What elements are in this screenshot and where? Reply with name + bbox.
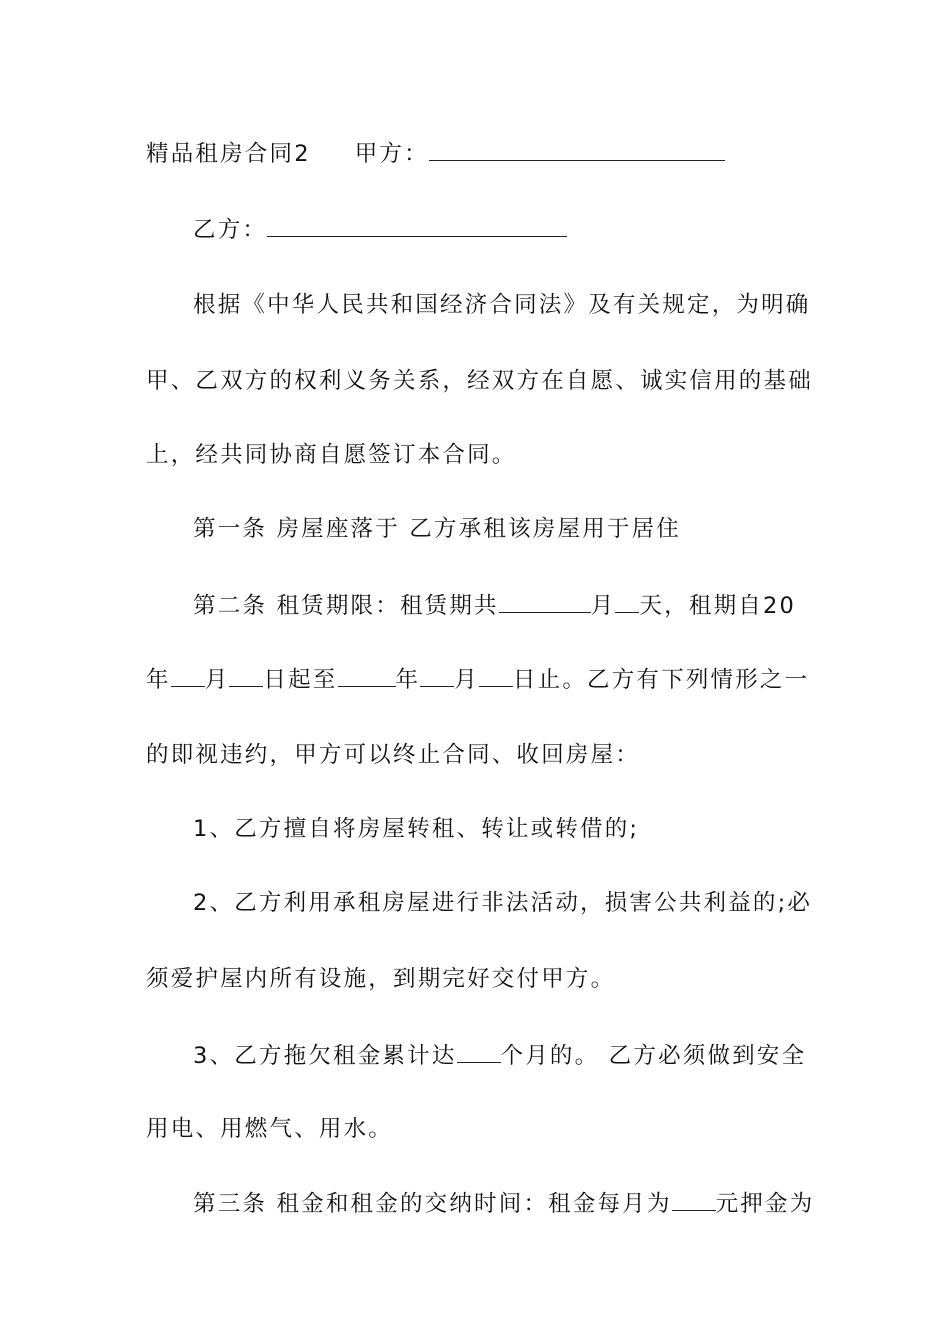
clause-item-1: 1、乙方擅自将房屋转租、转让或转借的;	[193, 816, 640, 842]
end-month-blank	[420, 664, 454, 687]
party-b-label: 乙方：	[193, 217, 268, 243]
clause-item-2-line-2: 须爱护屋内所有设施，到期完好交付甲方。	[146, 966, 616, 992]
arrears-months-blank	[457, 1040, 501, 1063]
title-line	[146, 138, 725, 169]
end-month-label: 月	[454, 667, 479, 693]
start-year-blank	[171, 664, 205, 687]
article-2-text-b: 月	[590, 593, 616, 619]
end-year-label: 年	[395, 667, 421, 693]
article-3-text-a: 第三条 租金和租金的交纳时间：租金每月为	[193, 1191, 672, 1217]
intro-line-2: 甲、乙双方的权利义务关系，经双方在自愿、诚实信用的基础	[146, 368, 813, 394]
lease-days-blank	[615, 590, 639, 613]
start-year-label: 年	[146, 667, 171, 693]
document-title: 精品租房合同2	[146, 141, 311, 167]
article-2-line-1	[193, 590, 796, 621]
article-3-text-b: 元押金为	[715, 1191, 815, 1217]
end-year-blank	[338, 664, 396, 687]
clause-item-3-line-2: 用电、用燃气、用水。	[146, 1116, 394, 1142]
party-b-line	[193, 214, 567, 245]
end-day-text: 日止。乙方有下列情形之一	[512, 667, 810, 693]
lease-months-blank	[499, 590, 591, 613]
clause-item-3-line-1	[193, 1040, 806, 1071]
article-2-line-2	[146, 664, 809, 695]
article-1: 第一条 房屋座落于 乙方承租该房屋用于居住	[193, 516, 682, 542]
start-day-label: 日起至	[263, 667, 338, 693]
article-3-line-1	[193, 1188, 814, 1219]
clause-item-2-line-1: 2、乙方利用承租房屋进行非法活动，损害公共利益的;必	[193, 890, 813, 916]
intro-line-3: 上，经共同协商自愿签订本合同。	[146, 442, 517, 468]
article-2-text-a: 第二条 租赁期限：租赁期共	[193, 593, 499, 619]
article-2-text-c: 天，租期自20	[639, 593, 796, 619]
monthly-rent-blank	[672, 1188, 716, 1211]
party-a-label: 甲方：	[354, 141, 429, 167]
end-day-blank	[479, 664, 513, 687]
clause-item-3-text-b: 个月的。 乙方必须做到安全	[500, 1043, 807, 1069]
start-month-blank	[229, 664, 263, 687]
clause-item-3-text-a: 3、乙方拖欠租金累计达	[193, 1043, 457, 1069]
start-month-label: 月	[204, 667, 230, 693]
party-a-blank	[429, 138, 725, 161]
article-2-line-3: 的即视违约，甲方可以终止合同、收回房屋：	[146, 742, 641, 768]
intro-line-1: 根据《中华人民共和国经济合同法》及有关规定，为明确	[193, 292, 811, 318]
party-b-blank	[267, 214, 567, 237]
